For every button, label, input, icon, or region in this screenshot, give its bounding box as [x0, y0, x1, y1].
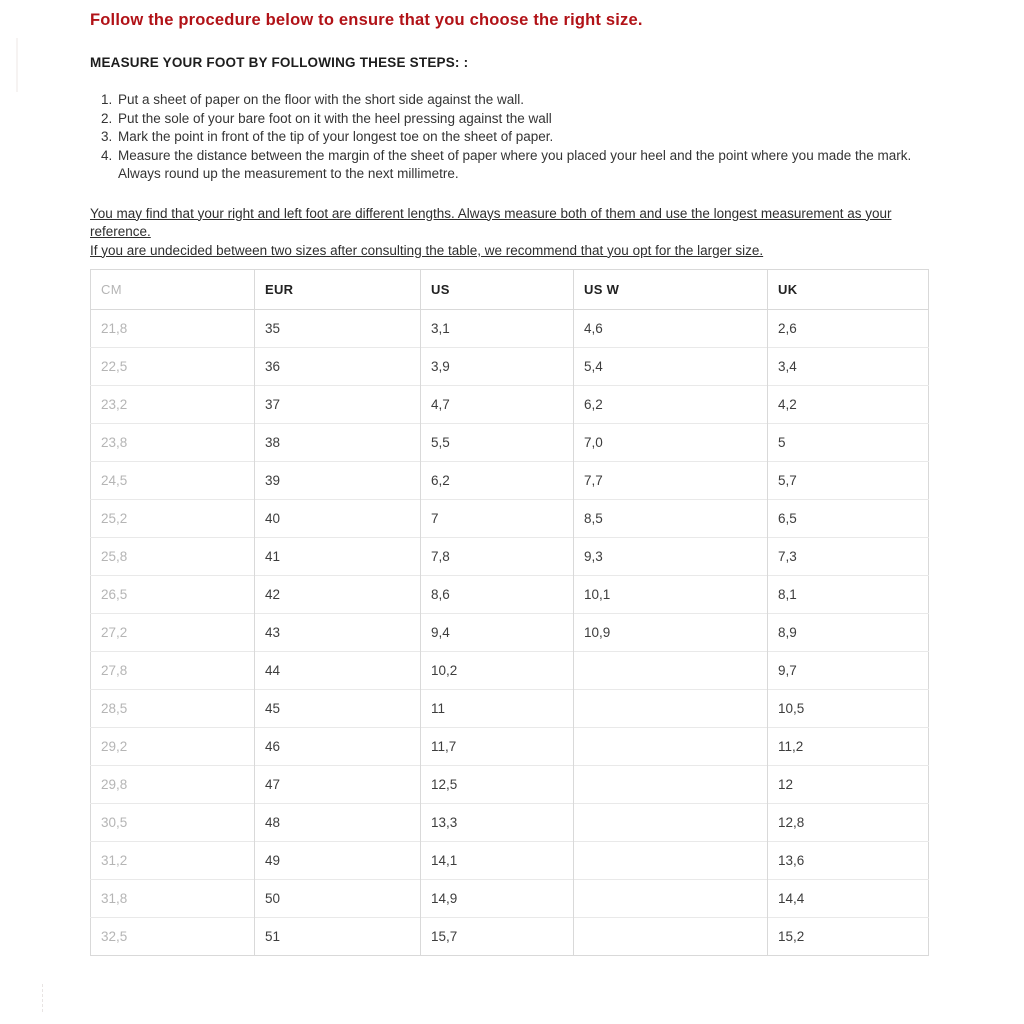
table-cell: 50: [255, 880, 421, 918]
table-cell: 29,2: [91, 728, 255, 766]
measure-steps-list: [90, 91, 928, 184]
table-cell: 3,1: [421, 310, 574, 348]
table-cell: 39: [255, 462, 421, 500]
table-cell: 45: [255, 690, 421, 728]
table-cell: 5: [768, 424, 929, 462]
size-guide-page: [90, 0, 930, 956]
note-measure-both-feet: You may find that your right and left foot are different lengths. Always measure both of them and use the longest measurement as your reference.: [90, 205, 892, 240]
table-row: [91, 614, 929, 652]
page-title: Follow the procedure below to ensure that you choose the right size.: [90, 11, 643, 29]
table-cell: 30,5: [91, 804, 255, 842]
table-cell: 15,2: [768, 918, 929, 956]
table-cell: [574, 652, 768, 690]
table-cell: [574, 728, 768, 766]
table-cell: 10,1: [574, 576, 768, 614]
table-cell: 25,2: [91, 500, 255, 538]
table-cell: 46: [255, 728, 421, 766]
table-cell: 7,7: [574, 462, 768, 500]
table-cell: 36: [255, 348, 421, 386]
table-row: [91, 880, 929, 918]
table-cell: [574, 804, 768, 842]
table-cell: 31,2: [91, 842, 255, 880]
table-cell: 49: [255, 842, 421, 880]
table-cell: 5,5: [421, 424, 574, 462]
table-cell: 6,5: [768, 500, 929, 538]
table-cell: 4,6: [574, 310, 768, 348]
table-row: [91, 576, 929, 614]
table-cell: 26,5: [91, 576, 255, 614]
table-cell: [574, 690, 768, 728]
table-cell: 42: [255, 576, 421, 614]
column-header-us-w: US W: [574, 270, 768, 310]
table-cell: 6,2: [574, 386, 768, 424]
table-cell: 12,8: [768, 804, 929, 842]
note-choose-larger-size: If you are undecided between two sizes after consulting the table, we recommend that you opt for the larger size.: [90, 242, 764, 258]
table-cell: 8,9: [768, 614, 929, 652]
table-cell: 2,6: [778, 321, 797, 337]
table-cell: 25,8: [91, 538, 255, 576]
table-cell: 35: [255, 310, 421, 348]
table-cell: 3,4: [768, 348, 929, 386]
table-cell: 10,5: [768, 690, 929, 728]
table-cell: 14,1: [421, 842, 574, 880]
measure-steps-heading: MEASURE YOUR FOOT BY FOLLOWING THESE STEPS: :: [90, 55, 469, 70]
size-table: [90, 269, 929, 956]
table-cell: 41: [255, 538, 421, 576]
table-cell: 47: [255, 766, 421, 804]
column-header-eur: EUR: [255, 270, 421, 310]
table-cell: 43: [255, 614, 421, 652]
table-cell: 13,3: [421, 804, 574, 842]
table-cell: 3,9: [421, 348, 574, 386]
table-cell: 8,1: [768, 576, 929, 614]
column-header-uk: UK: [768, 270, 929, 310]
step-item: 4. Measure the distance between the margin of the sheet of paper where you placed your heel and the point where you made the mark. Always round up the measurement to the next millimetre.: [116, 147, 928, 184]
table-cell: 32,5: [91, 918, 255, 956]
table-row: [91, 766, 929, 804]
table-cell: 8,5: [574, 500, 768, 538]
table-cell: 7,3: [768, 538, 929, 576]
table-cell: 10,9: [574, 614, 768, 652]
table-cell: 37: [255, 386, 421, 424]
table-cell: 13,6: [768, 842, 929, 880]
table-row: [91, 728, 929, 766]
table-cell: 6,2: [421, 462, 574, 500]
page-edge-artifact: [42, 984, 44, 1012]
table-row: [91, 348, 929, 386]
table-row: [91, 918, 929, 956]
table-cell: 44: [255, 652, 421, 690]
table-cell: 8,6: [421, 576, 574, 614]
table-cell: [574, 918, 768, 956]
table-cell: 14,9: [421, 880, 574, 918]
table-cell: 15,7: [421, 918, 574, 956]
table-cell: 27,8: [91, 652, 255, 690]
table-cell: 11: [421, 690, 574, 728]
table-row: [91, 842, 929, 880]
table-cell: 51: [255, 918, 421, 956]
table-row: [91, 310, 929, 348]
table-cell: 9,4: [421, 614, 574, 652]
table-row: [91, 538, 929, 576]
table-cell: 22,5: [91, 348, 255, 386]
step-item: 1. Put a sheet of paper on the floor with the short side against the wall.: [116, 91, 928, 110]
table-cell: 10,2: [421, 652, 574, 690]
table-cell: 14,4: [768, 880, 929, 918]
table-cell: 12,5: [421, 766, 574, 804]
table-cell: 38: [255, 424, 421, 462]
measurement-notes: [90, 205, 926, 261]
table-cell: 5,7: [768, 462, 929, 500]
table-row: [91, 386, 929, 424]
table-cell: [574, 880, 768, 918]
table-cell: 24,5: [91, 462, 255, 500]
table-cell: 23,8: [91, 424, 255, 462]
table-cell: 21,8: [91, 310, 255, 348]
table-cell: 7,0: [574, 424, 768, 462]
table-cell: 27,2: [91, 614, 255, 652]
table-cell: 11,2: [768, 728, 929, 766]
size-table-body: [91, 310, 929, 956]
table-cell: 4,7: [421, 386, 574, 424]
table-cell: 29,8: [91, 766, 255, 804]
table-cell: 9,7: [768, 652, 929, 690]
table-cell: 40: [255, 500, 421, 538]
table-cell: 31,8: [91, 880, 255, 918]
table-cell: 12: [768, 766, 929, 804]
table-cell: 11,7: [421, 728, 574, 766]
table-cell: [574, 766, 768, 804]
table-cell: 7,8: [421, 538, 574, 576]
table-row: [91, 690, 929, 728]
step-item: 3. Mark the point in front of the tip of your longest toe on the sheet of paper.: [116, 128, 928, 147]
table-row: [91, 500, 929, 538]
table-row: [91, 424, 929, 462]
table-row: [91, 462, 929, 500]
table-cell: [574, 842, 768, 880]
size-table-header-row: [91, 270, 929, 310]
column-header-us: US: [421, 270, 574, 310]
table-cell: 5,4: [574, 348, 768, 386]
column-header-cm: CM: [91, 270, 255, 310]
step-item: 2. Put the sole of your bare foot on it with the heel pressing against the wall: [116, 110, 928, 129]
table-cell: 7: [421, 500, 574, 538]
table-cell: 4,2: [768, 386, 929, 424]
table-cell: 9,3: [574, 538, 768, 576]
table-row: [91, 804, 929, 842]
page-edge-artifact: [16, 38, 18, 92]
table-row: [91, 652, 929, 690]
table-cell: 23,2: [91, 386, 255, 424]
table-cell: 28,5: [91, 690, 255, 728]
table-cell: 48: [255, 804, 421, 842]
